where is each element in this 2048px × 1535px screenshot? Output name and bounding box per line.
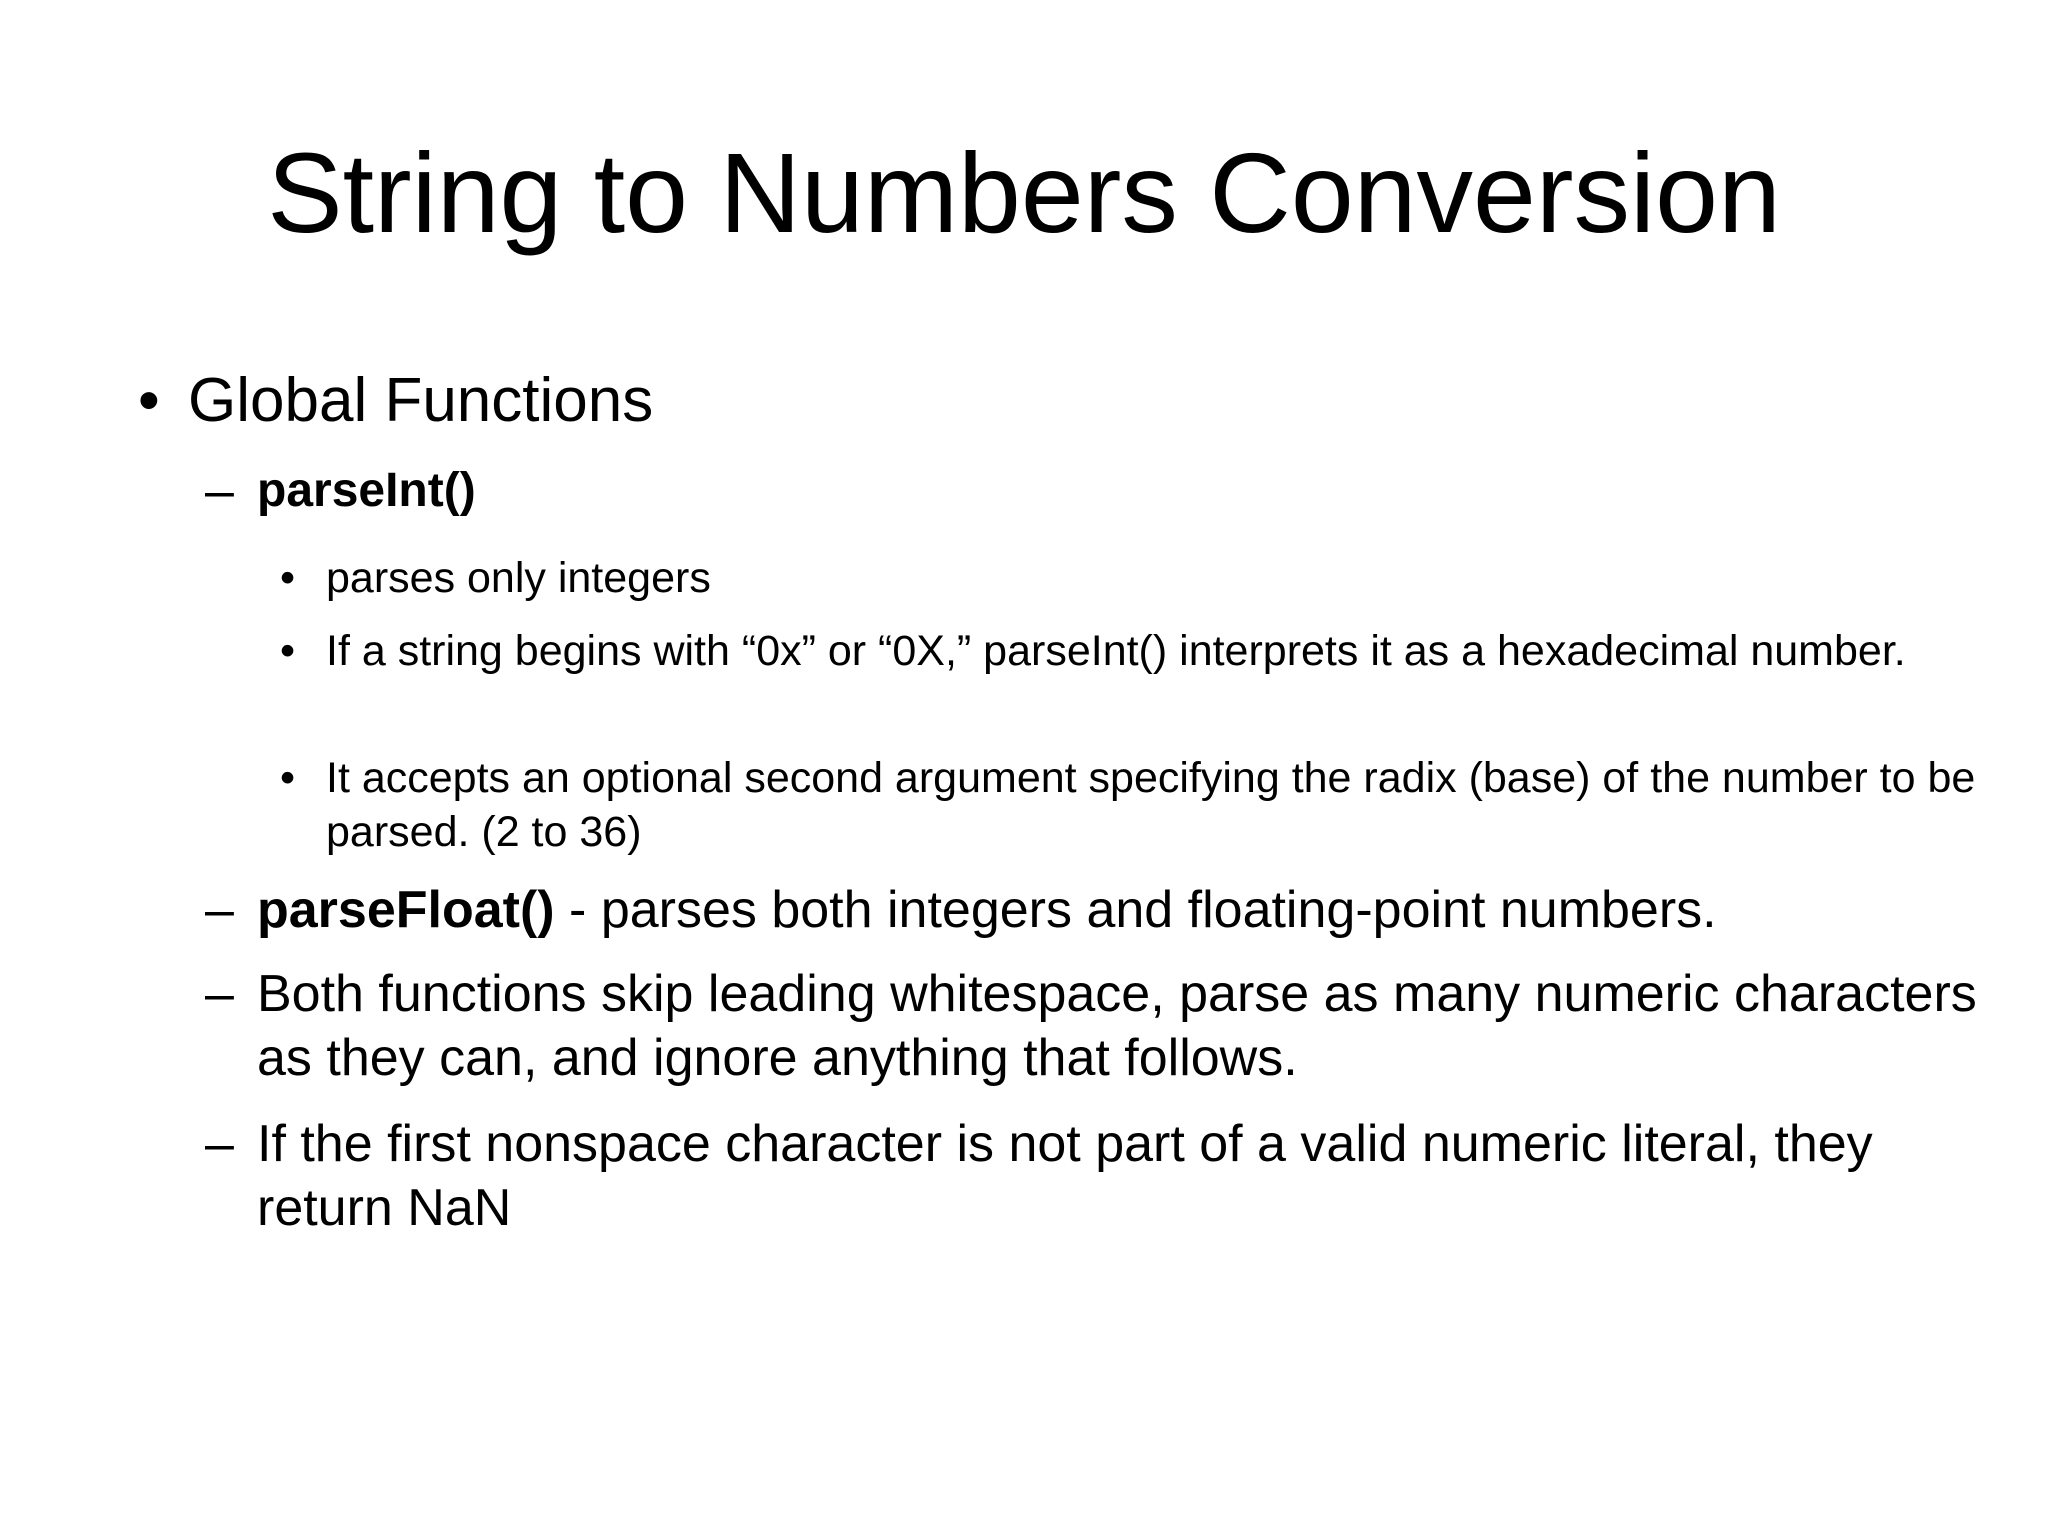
bullet-icon: • [138, 366, 160, 435]
parseint-point-1-text: parses only integers [326, 554, 711, 602]
bullet-icon: • [280, 554, 296, 602]
subitem-return-nan [205, 1112, 1985, 1240]
subitem-parseint [205, 463, 1985, 519]
parseint-point-3-text: It accepts an optional second argument specifying the radix (base) of the number to be parsed. (2 to 36) [326, 754, 1976, 856]
dash-icon: – [205, 462, 234, 520]
dash-icon: – [205, 881, 234, 939]
global-functions-text: Global Functions [188, 366, 654, 435]
parseint-label: parseInt() [257, 464, 476, 517]
subitem-both-functions [205, 962, 1985, 1090]
return-nan-text: If the first nonspace character is not part of a valid numeric literal, they return NaN [257, 1115, 1873, 1237]
parseint-point-2-text: If a string begins with “0x” or “0X,” parseInt() interprets it as a hexadecimal number. [326, 627, 1906, 675]
both-functions-text: Both functions skip leading whitespace, parse as many numeric characters as they can, and ignore anything that follows. [257, 965, 1977, 1087]
parsefloat-description: - parses both integers and floating-point numbers. [554, 881, 1717, 939]
bullet-icon: • [280, 754, 296, 802]
parseint-point-3 [280, 751, 1980, 859]
dash-icon: – [205, 1115, 234, 1173]
parseint-point-1 [280, 551, 1980, 605]
dash-icon: – [205, 965, 234, 1023]
bullet-icon: • [280, 627, 296, 675]
parsefloat-label: parseFloat() [257, 881, 555, 939]
parseint-point-2 [280, 624, 1980, 678]
subitem-parsefloat [205, 878, 1985, 942]
slide-title: String to Numbers Conversion [267, 130, 1781, 256]
